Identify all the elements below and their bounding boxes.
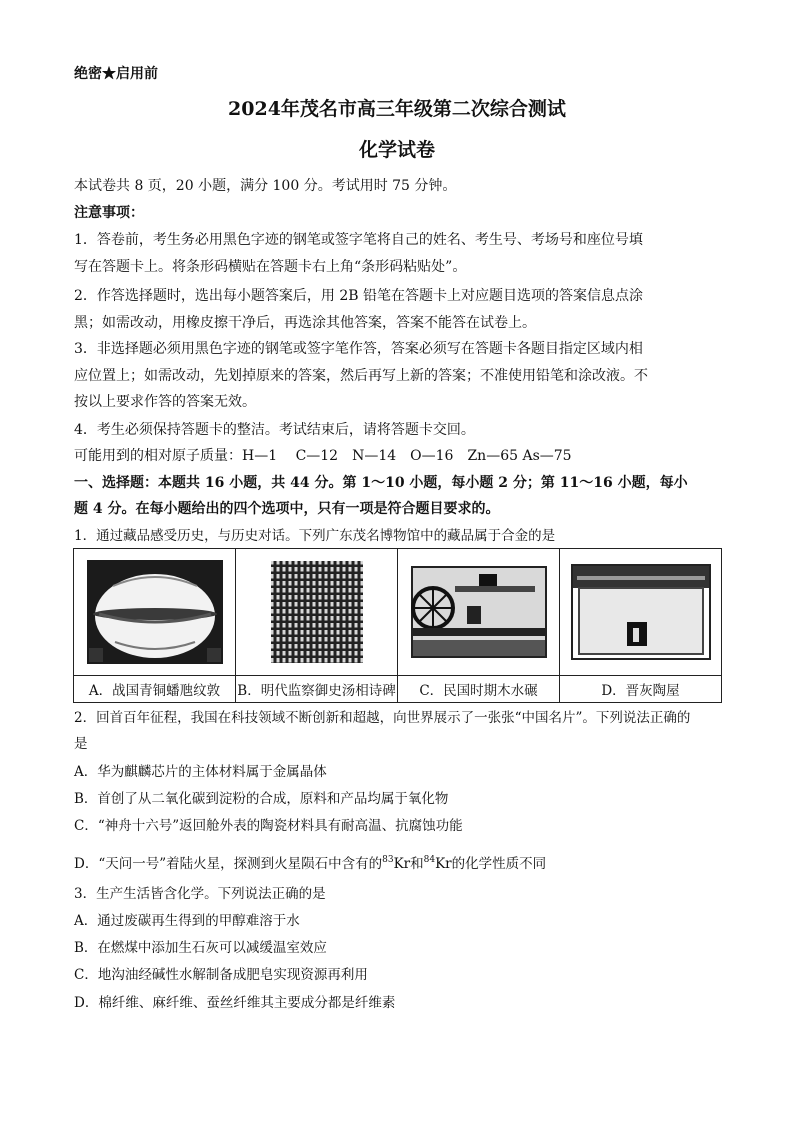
notice-line: 4．考生必须保持答题卡的整洁。考试结束后，请将答题卡交回。 — [74, 422, 475, 438]
exam-title: 2024年茂名市高三年级第二次综合测试 — [228, 98, 566, 120]
figure-cell — [236, 549, 398, 676]
notice-heading: 注意事项： — [74, 205, 144, 221]
notice-line: 2．作答选择题时，选出每小题答案后，用 2B 铅笔在答题卡上对应题目选项的答案信息点涂 — [74, 288, 644, 304]
option-b-label: B．明代监察御史汤相诗碑 — [236, 676, 398, 703]
option-a-label: A．战国青铜蟠虺纹敦 — [74, 676, 236, 703]
element-symbol: Kr — [393, 856, 411, 872]
element-symbol: Kr — [435, 856, 452, 872]
question-3-option-b: B．在燃煤中添加生石灰可以减缓温室效应 — [74, 940, 327, 956]
notice-line: 1．答卷前，考生务必用黑色字迹的钢笔或签字笔将自己的姓名、考生号、考场号和座位号填 — [74, 232, 643, 248]
notice-line: 写在答题卡上。将条形码横贴在答题卡右上角“条形码粘贴处”。 — [74, 259, 467, 275]
option-c-label: C．民国时期木水碾 — [398, 676, 560, 703]
section-heading-cont: 题 4 分。在每小题给出的四个选项中，只有一项是符合题目要求的。 — [74, 501, 500, 517]
option-d-text: 的化学性质不同 — [451, 856, 547, 872]
section-heading: 一、选择题：本题共 16 小题，共 44 分。第 1～10 小题，每小题 2 分；第 11～16 小题，每小 — [74, 475, 688, 491]
question-3-option-d: D．棉纤维、麻纤维、蚕丝纤维其主要成分都是纤维素 — [74, 995, 396, 1011]
bronze-dun-image — [85, 556, 225, 668]
notice-line: 应位置上；如需改动，先划掉原来的答案，然后再写上新的答案；不准使用铅笔和涂改液。不 — [74, 368, 648, 384]
question-3-option-a: A．通过废碳再生得到的甲醇难溶于水 — [74, 913, 300, 929]
question-2-stem: 2．回首百年征程，我国在科技领域不断创新和超越，向世界展示了一张张“中国名片”。下列说法正确的 — [74, 710, 691, 726]
figure-cell — [74, 549, 236, 676]
question-2-option-b: B．首创了从二氧化碳到淀粉的合成，原料和产品均属于氧化物 — [74, 791, 449, 807]
figure-cell — [398, 549, 560, 676]
question-1-stem: 1．通过藏品感受历史，与历史对话。下列广东茂名博物馆中的藏品属于合金的是 — [74, 528, 556, 544]
mass-number: 83 — [382, 855, 394, 865]
mass-number: 84 — [423, 855, 436, 865]
notice-line: 3．非选择题必须用黑色字迹的钢笔或签字笔作答，答案必须写在答题卡各题目指定区域内相 — [74, 341, 643, 357]
question-1-figure-table — [73, 548, 722, 703]
confidential-mark: 绝密★启用前 — [74, 66, 158, 82]
notice-line: 黑；如需改动，用橡皮擦干净后，再选涂其他答案，答案不能答在试卷上。 — [74, 315, 536, 331]
exam-subtitle: 化学试卷 — [358, 139, 435, 161]
question-2-option-d — [74, 850, 724, 874]
option-d-label: D．晋灰陶屋 — [560, 676, 722, 703]
water-mill-image — [411, 566, 547, 658]
stele-inscription-image — [269, 559, 365, 665]
figure-cell — [560, 549, 722, 676]
intro-text: 本试卷共 8 页，20 小题，满分 100 分。考试用时 75 分钟。 — [74, 178, 457, 194]
pottery-house-image — [571, 564, 711, 660]
question-3-option-c: C．地沟油经碱性水解制备成肥皂实现资源再利用 — [74, 967, 368, 983]
option-d-text: D．“天问一号”着陆火星，探测到火星陨石中含有的 — [74, 856, 383, 872]
notice-line: 按以上要求作答的答案无效。 — [74, 394, 256, 410]
question-2-option-a: A．华为麒麟芯片的主体材料属于金属晶体 — [74, 764, 327, 780]
question-2-option-c: C．“神舟十六号”返回舱外表的陶瓷材料具有耐高温、抗腐蚀功能 — [74, 818, 463, 834]
atomic-masses: 可能用到的相对原子质量：H—1 C—12 N—14 O—16 Zn—65 As—75 — [74, 448, 572, 464]
question-2-stem-cont: 是 — [74, 736, 88, 752]
question-3-stem: 3．生产生活皆含化学。下列说法正确的是 — [74, 886, 326, 902]
option-d-text: 和 — [410, 856, 424, 872]
